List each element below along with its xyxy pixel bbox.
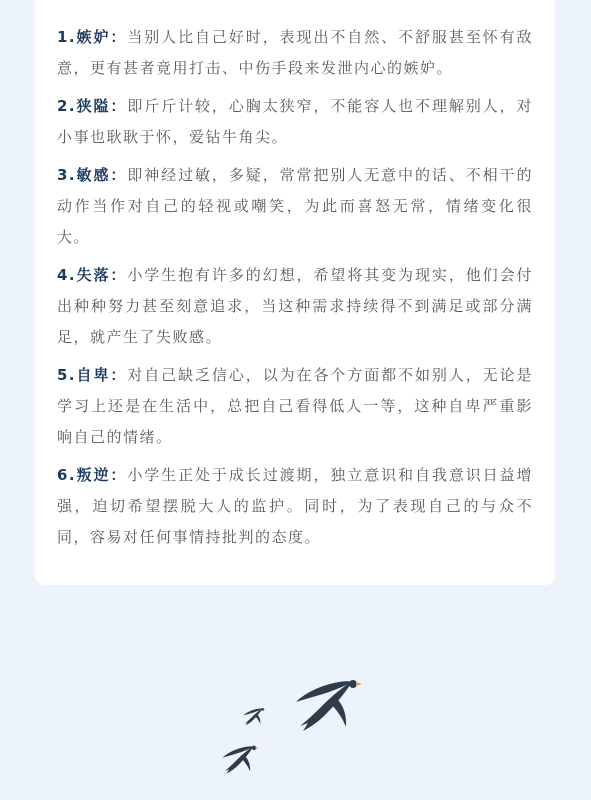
list-item (57, 260, 533, 353)
list-item (57, 460, 533, 553)
item-heading: 2.狭隘： (57, 97, 128, 115)
item-text: 当别人比自己好时，表现出不自然、不舒服甚至怀有敌意，更有甚者竟用打击、中伤手段来发泄内心的嫉妒。 (57, 28, 533, 77)
item-text: 对自己缺乏信心，以为在各个方面都不如别人，无论是学习上还是在生活中，总把自己看得低人一等，这种自卑严重影响自己的情绪。 (57, 366, 533, 446)
item-heading: 5.自卑： (57, 366, 128, 384)
item-text: 即斤斤计较，心胸太狭窄，不能容人也不理解别人，对小事也耿耿于怀，爱钻牛角尖。 (57, 97, 533, 146)
article-card (35, 0, 555, 585)
item-text: 小学生正处于成长过渡期，独立意识和自我意识日益增强，迫切希望摆脱大人的监护。同时，为了表现自己的与众不同，容易对任何事情持批判的态度。 (57, 466, 533, 546)
swallow-icon (296, 680, 362, 731)
swallow-icon (243, 708, 265, 725)
list-item (57, 160, 533, 253)
swallow-illustration (0, 640, 591, 800)
list-item (57, 360, 533, 453)
item-text: 即神经过敏，多疑，常常把别人无意中的话、不相干的动作当作对自己的轻视或嘲笑，为此而喜怒无常，情绪变化很大。 (57, 166, 533, 246)
item-heading: 3.敏感： (57, 166, 128, 184)
item-heading: 4.失落： (57, 266, 128, 284)
list-item (57, 22, 533, 84)
swallow-icon (223, 746, 259, 774)
list-item (57, 91, 533, 153)
item-text: 小学生抱有许多的幻想，希望将其变为现实，他们会付出种种努力甚至刻意追求，当这种需求持续得不到满足或部分满足，就产生了失败感。 (57, 266, 533, 346)
item-heading: 6.叛逆： (57, 466, 128, 484)
item-heading: 1.嫉妒： (57, 28, 128, 46)
